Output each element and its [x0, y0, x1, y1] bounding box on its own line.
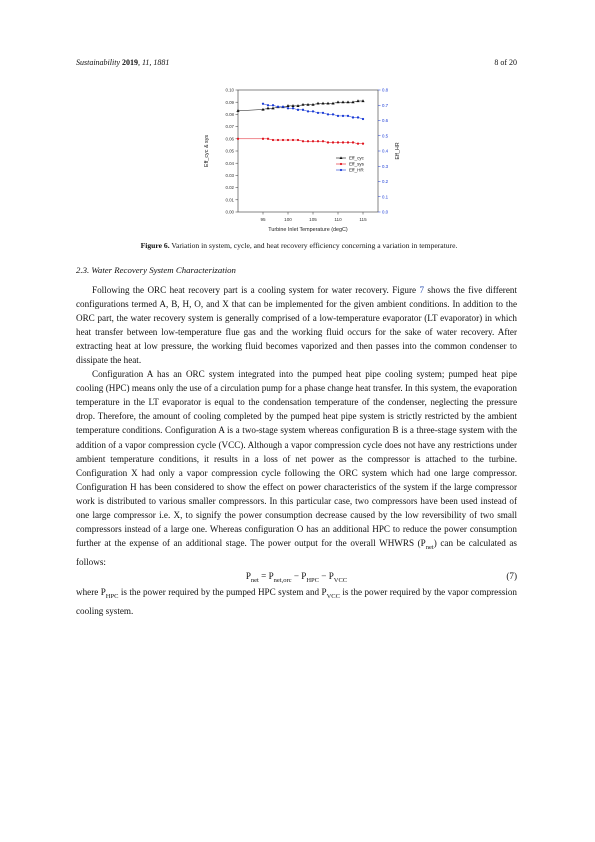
page-header: [76, 58, 517, 70]
journal-citation: Sustainability 2019, 11, 1881: [76, 58, 170, 67]
data-point-eff_hr: [362, 118, 364, 120]
data-point-eff_cyc: [361, 99, 364, 102]
data-point-eff_hr: [307, 110, 309, 112]
y-left-tick-label: 0.03: [225, 173, 234, 178]
x-tick-label: 105: [309, 217, 317, 222]
data-point-eff_sys: [362, 143, 364, 145]
y-right-tick-label: 0.5: [382, 133, 389, 139]
figure-label: Figure 6.: [140, 241, 170, 250]
data-point-eff_hr: [312, 110, 314, 112]
y-left-tick-label: 0.07: [225, 124, 234, 130]
data-point-eff_sys: [302, 140, 304, 142]
data-point-eff_cyc: [266, 107, 269, 110]
figure-ref-link[interactable]: 7: [419, 285, 425, 295]
data-point-eff_sys: [322, 140, 324, 142]
data-point-eff_hr: [337, 115, 339, 117]
data-point-eff_hr: [322, 112, 324, 114]
page-number: 8 of 20: [494, 58, 517, 67]
data-point-eff_cyc: [306, 103, 309, 106]
data-point-eff_cyc: [286, 104, 289, 107]
data-point-eff_cyc: [336, 101, 339, 104]
series-line-eff_sys: [238, 139, 363, 144]
data-point-eff_hr: [282, 106, 284, 108]
data-point-eff_hr: [352, 116, 354, 118]
equation-number: (7): [506, 570, 517, 581]
equation-7: [76, 569, 517, 585]
y-right-tick-label: 0.7: [382, 102, 389, 108]
y-left-tick-label: 0.01: [225, 197, 234, 203]
data-point-eff_hr: [262, 103, 264, 105]
y-left-tick-label: 0.06: [225, 136, 234, 142]
paragraph-1: Following the ORC heat recovery part is a cooling system for water recovery. Figure 7 shows the five different configurations termed A, B, H, O, and X that can be implemented for the given ambient conditions. In addition to the ORC part, the water recovery system is generally comprised of a low-temperature evaporator (LT evaporator) in which heat transfer between low-temperature flue gas and the working fluid occurs for the sake of water recovery. After extracting heat at low pressure, the working fluid becomes vaporized and then passes into the common condenser to dissipate the heat.: [76, 285, 517, 366]
data-point-eff_hr: [302, 109, 304, 111]
section-heading: 2.3. Water Recovery System Characterization: [76, 265, 236, 275]
y-left-axis-label: Eff_cyc & sys: [204, 134, 210, 168]
data-point-eff_sys: [237, 138, 239, 140]
x-tick-label: 95: [260, 217, 266, 222]
data-point-eff_sys: [292, 139, 294, 141]
data-point-eff_cyc: [291, 104, 294, 107]
y-left-tick-label: 0.04: [225, 160, 234, 166]
data-point-eff_sys: [262, 138, 264, 140]
data-point-eff_hr: [272, 104, 274, 106]
y-right-tick-label: 0.4: [382, 148, 389, 154]
x-tick-label: 115: [359, 217, 367, 222]
y-right-axis-label: Eff_HR: [395, 142, 401, 160]
data-point-eff_sys: [312, 140, 314, 142]
data-point-eff_sys: [267, 138, 269, 140]
data-point-eff_cyc: [346, 101, 349, 104]
y-left-tick-label: 0.02: [225, 185, 234, 191]
body-text: [76, 283, 517, 618]
efficiency-chart: [196, 84, 406, 236]
legend-marker: [340, 169, 342, 171]
data-point-eff_sys: [352, 141, 354, 143]
data-point-eff_cyc: [326, 102, 329, 105]
y-right-tick-label: 0.2: [382, 179, 389, 185]
data-point-eff_hr: [277, 106, 279, 108]
data-point-eff_sys: [357, 143, 359, 145]
data-point-eff_sys: [297, 139, 299, 141]
y-right-tick-label: 0.0: [382, 209, 389, 215]
data-point-eff_cyc: [321, 102, 324, 105]
data-point-eff_hr: [317, 112, 319, 114]
figure-caption-text: Variation in system, cycle, and heat recovery efficiency concerning a variation in temperature.: [169, 241, 458, 250]
x-tick-label: 100: [284, 217, 292, 222]
plot-frame: [238, 90, 378, 212]
legend-label: Eff_cyc: [349, 155, 364, 161]
paragraph-3: where $P_{HPC}$ is the power required by the pumped HPC system and $P_{VCC}$ is the power required by the vapor compression cooling system.: [76, 586, 517, 616]
data-point-eff_cyc: [356, 99, 359, 102]
x-tick-label: 110: [334, 217, 342, 222]
data-point-eff_cyc: [341, 101, 344, 104]
data-point-eff_sys: [342, 141, 344, 143]
y-right-tick-label: 0.8: [382, 87, 389, 93]
data-point-eff_sys: [307, 140, 309, 142]
data-point-eff_sys: [317, 140, 319, 142]
data-point-eff_cyc: [301, 103, 304, 106]
data-point-eff_hr: [332, 113, 334, 115]
y-left-tick-label: 0.05: [225, 148, 234, 154]
data-point-eff_hr: [292, 107, 294, 109]
data-point-eff_sys: [272, 139, 274, 141]
legend-marker: [340, 163, 342, 165]
paragraph-2: Configuration A has an ORC system integrated into the pumped heat pipe cooling system; pumped heat pipe cooling (HPC) means only the use of a circulation pump for a phase change heat transfer. In this system, the evaporation temperature in the LT evaporator is equal to the condensation temperature of the condenser, neglecting the pressure drop. Therefore, the amount of cooling completed by the pumped heat pipe system is strictly restricted by the ambient temperature conditions. Configuration A is a two-stage system whereas configuration B is a three-stage system with the addition of a vapor compression cycle (VCC). Although a vapor compression cycle does not have any restrictions under ambient temperature conditions, it results in a loss of net power as the compressor is attached to the turbine. Configuration X had only a vapor compression cycle following the ORC system which had one large compressor. Configuration H has been considered to show the effect on power characteristics of the system if the large compressor work is distributed to various smaller compressors. In this particular case, two compressors have been used instead of one large compressor i.e. X, to signify the power consumption decrease caused by the low reversibility of two small compressors instead of a large one. Whereas configuration O has an additional HPC to reduce the power consumption further at the expense of an additional stage. The power output for the overall WHWRS $(P_{net})$ can be calculated as follows:: [76, 369, 517, 567]
x-axis-label: Turbine Inlet Temperature (degC): [268, 227, 348, 233]
legend-label: Eff_sys: [349, 161, 364, 167]
y-right-tick-label: 0.1: [382, 194, 389, 200]
data-point-eff_hr: [327, 113, 329, 115]
data-point-eff_sys: [337, 141, 339, 143]
data-point-eff_hr: [347, 115, 349, 117]
y-left-tick-label: 0.10: [225, 87, 234, 93]
data-point-eff_hr: [297, 109, 299, 111]
y-left-tick-label: 0.00: [225, 209, 234, 215]
legend-label: Eff_HR: [349, 167, 364, 173]
data-point-eff_hr: [287, 107, 289, 109]
data-point-eff_hr: [342, 115, 344, 117]
y-left-tick-label: 0.09: [225, 99, 234, 105]
y-right-tick-label: 0.3: [382, 163, 389, 169]
data-point-eff_sys: [287, 139, 289, 141]
series-line-eff_cyc: [238, 101, 363, 111]
figure-caption: [90, 241, 508, 250]
data-point-eff_hr: [267, 104, 269, 106]
y-right-tick-label: 0.6: [382, 118, 389, 124]
equation-expression: $P_{net} = P_{net,orc} - P_{HPC} - P_{VCC}$: [245, 570, 348, 584]
data-point-eff_sys: [282, 139, 284, 141]
y-left-tick-label: 0.08: [225, 112, 234, 117]
data-point-eff_hr: [357, 116, 359, 118]
data-point-eff_sys: [277, 139, 279, 141]
data-point-eff_sys: [347, 141, 349, 143]
data-point-eff_cyc: [316, 102, 319, 105]
data-point-eff_sys: [332, 141, 334, 143]
data-point-eff_sys: [327, 141, 329, 143]
